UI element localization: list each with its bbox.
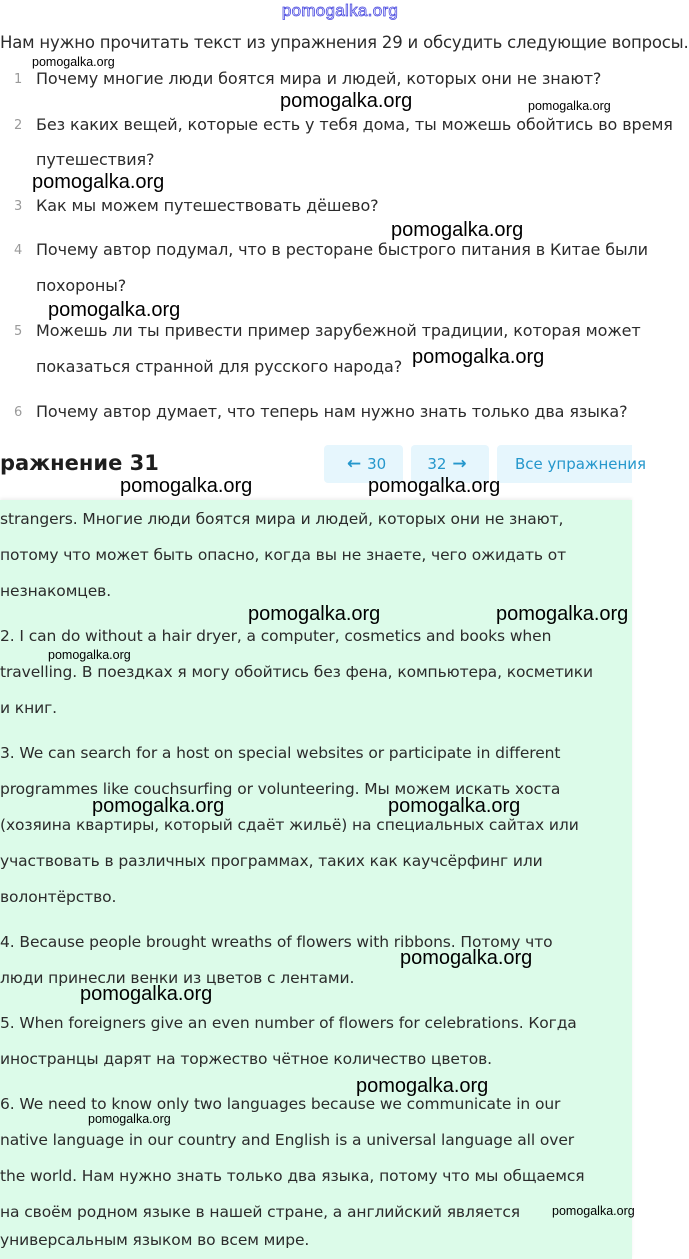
site-logo[interactable]: pomogalka.org: [281, 1, 399, 20]
exercise-title: ражнение 31: [0, 451, 159, 475]
question-text: путешествия?: [36, 150, 155, 169]
question-text: показаться странной для русского народа?: [36, 357, 403, 376]
question-text: Без каких вещей, которые есть у тебя дома, ты можешь обойтись во время: [36, 115, 673, 134]
watermark: pomogalka.org: [120, 475, 253, 497]
watermark: pomogalka.org: [280, 90, 413, 112]
watermark: pomogalka.org: [391, 219, 524, 241]
watermark: pomogalka.org: [80, 983, 213, 1005]
watermark: pomogalka.org: [48, 299, 181, 321]
watermark: pomogalka.org: [48, 648, 131, 662]
watermark: pomogalka.org: [496, 603, 629, 625]
answer-line: универсальным языком во всем мире.: [0, 1231, 310, 1249]
watermark: pomogalka.org: [248, 603, 381, 625]
question-text: Можешь ли ты привести пример зарубежной традиции, которая может: [36, 321, 641, 340]
question-number: 5: [14, 324, 23, 339]
question-number: 3: [14, 199, 23, 214]
arrow-right-icon: →: [452, 454, 467, 474]
answer-line: участвовать в различных программах, таких как каучсёрфинг или: [0, 852, 543, 870]
question-text: Почему автор подумал, что в ресторане быстрого питания в Китае были: [36, 240, 648, 259]
answer-line: travelling. В поездках я могу обойтись без фена, компьютера, косметики: [0, 663, 593, 681]
question-text: Почему автор думает, что теперь нам нужно знать только два языка?: [36, 402, 628, 421]
watermark: pomogalka.org: [32, 171, 165, 193]
watermark: pomogalka.org: [552, 1204, 635, 1218]
all-exercises-button[interactable]: [497, 445, 647, 483]
next-exercise-label: 32: [427, 455, 447, 473]
intro-text: Нам нужно прочитать текст из упражнения 29 и обсудить следующие вопросы.: [0, 33, 689, 52]
answer-line: потому что может быть опасно, когда вы не знаете, чего ожидать от: [0, 546, 567, 564]
watermark: pomogalka.org: [92, 795, 225, 817]
question-text: Почему многие люди боятся мира и людей, которых они не знают?: [36, 69, 602, 88]
answer-line: волонтёрство.: [0, 888, 117, 906]
answer-line: 4. Because people brought wreaths of flowers with ribbons. Потому что: [0, 933, 553, 951]
answer-line: незнакомцев.: [0, 582, 112, 600]
watermark: pomogalka.org: [528, 99, 611, 113]
answer-line: 3. We can search for a host on special websites or participate in different: [0, 744, 561, 762]
watermark: pomogalka.org: [400, 947, 533, 969]
answer-line: (хозяина квартиры, который сдаёт жильё) на специальных сайтах или: [0, 816, 579, 834]
prev-exercise-label: 30: [367, 455, 387, 473]
question-text: похороны?: [36, 276, 127, 295]
all-exercises-label: Все упражнения: [515, 455, 647, 473]
watermark: pomogalka.org: [88, 1112, 171, 1126]
answer-line: strangers. Многие люди боятся мира и людей, которых они не знают,: [0, 510, 564, 528]
answer-line: native language in our country and English is a universal language all over: [0, 1131, 575, 1149]
question-number: 2: [14, 118, 23, 133]
arrow-left-icon: ←: [346, 454, 362, 474]
watermark: pomogalka.org: [388, 795, 521, 817]
watermark: pomogalka.org: [356, 1075, 489, 1097]
question-number: 4: [14, 243, 23, 258]
watermark: pomogalka.org: [32, 55, 115, 69]
answer-line: и книг.: [0, 699, 57, 717]
answer-line: на своём родном языке в нашей стране, а английский является: [0, 1203, 521, 1221]
watermark: pomogalka.org: [368, 475, 501, 497]
answer-line: иностранцы дарят на торжество чётное количество цветов.: [0, 1050, 492, 1068]
question-text: Как мы можем путешествовать дёшево?: [36, 196, 379, 215]
answer-line: люди принесли венки из цветов с лентами.: [0, 969, 355, 987]
answer-line: programmes like couchsurfing or volunteering. Мы можем искать хоста: [0, 780, 561, 798]
answer-line: the world. Нам нужно знать только два языка, потому что мы общаемся: [0, 1167, 585, 1185]
answer-line: 6. We need to know only two languages because we communicate in our: [0, 1095, 561, 1113]
watermark: pomogalka.org: [412, 346, 545, 368]
answer-line: 2. I can do without a hair dryer, a computer, cosmetics and books when: [0, 627, 552, 645]
answer-line: 5. When foreigners give an even number of flowers for celebrations. Когда: [0, 1014, 577, 1032]
question-number: 1: [14, 72, 23, 87]
question-number: 6: [14, 405, 23, 420]
